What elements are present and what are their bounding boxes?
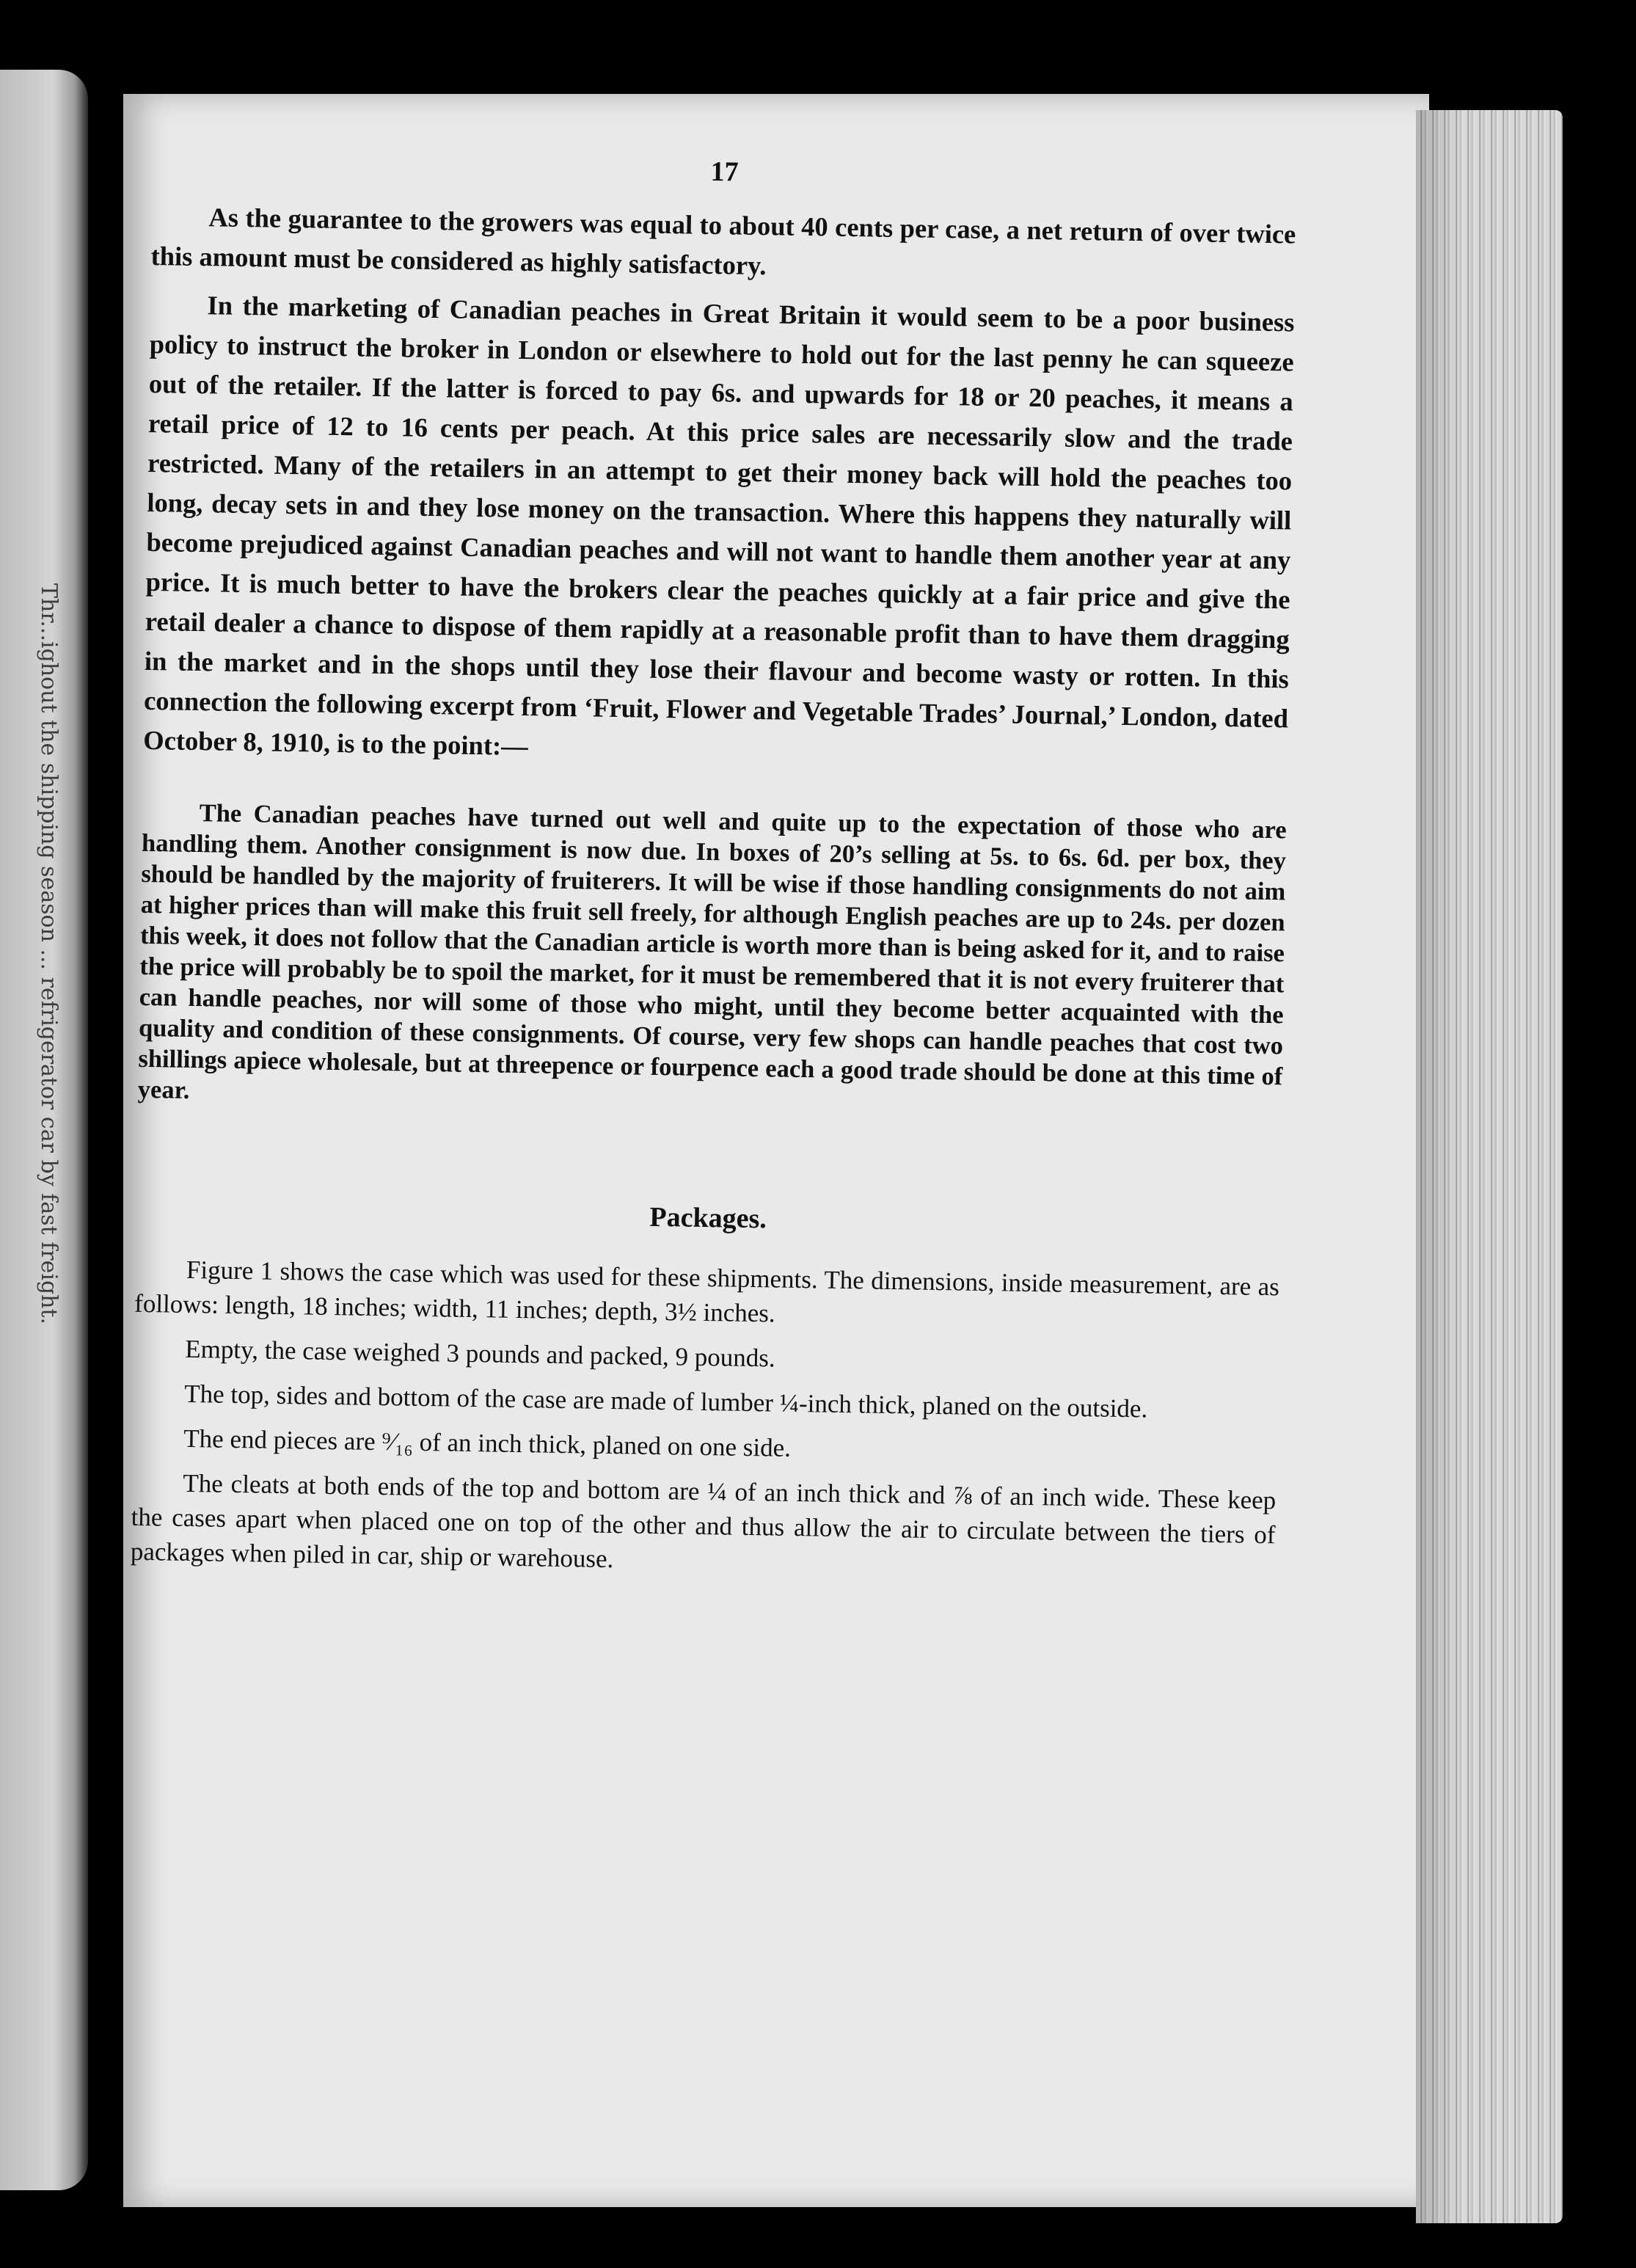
paragraph-marketing: In the marketing of Canadian peaches in Great Britain it would seem to be a poor business policy to instruct the broker in London or elsewhere to hold out for the last penny he can squeeze out of the retailer. If the latter is forced to pay 6s. and upwards for 18 or 20 peaches, it means a retail price of 12 to 16 cents per peach. At this price sales are necessarily slow and the trade restricted. Many of the retailers in an attempt to get their money back will hold the peaches too long, decay sets in and they lose money on the transaction. Where this happens they naturally will become prejudiced against Canadian peaches and will not want to handle them another year at any price. It is much better to have the brokers clear the peaches quickly at a fair price and give the retail dealer a chance to dispose of them rapidly at a reasonable profit than to have them dragging in the market and in the shops until they lose their flavour and become wasty or rotten. In this connection the following excerpt from ‘Fruit, Flower and Vegetable Trades’ Journal,’ London, dated October 8, 1910, is to the point:— — [142, 290, 1295, 762]
journal-excerpt-quote: The Canadian peaches have turned out well and quite up to the expectation of those who are handling them. Another consignment is now due. In boxes of 20’s selling at 5s. to 6s. 6d. per box, they should be handled by the majority of fruiterers. It will be wise if those handling consignments do not aim at higher prices than will make this fruit sell freely, for although English peaches are up to 24s. per dozen this week, it does not follow that the Canadian article is worth more than is being asked for it, and to raise the price will probably be to spoil the market, for it must be remembered that it is not every fruiterer that can handle peaches, nor will some of those who might, until they become better acquainted with the quality and condition of these consignments. Of course, very few shops can handle peaches that cost two shillings apiece wholesale, but at threepence or fourpence each a good trade should be done at this time of year. — [137, 799, 1287, 1104]
page-edges-shadow — [1416, 110, 1460, 2223]
packages-paragraph-cleats: The cleats at both ends of the top and bottom are ¼ of an inch thick and ⅞ of an inch wide. These keep the cases apart when placed one on top of the other and thus allow the air to circulate between the tiers of packages when piled in car, ship or warehouse. — [130, 1468, 1277, 1574]
packages-paragraph-end-pieces: The end pieces are ⁹⁄₁₆ of an inch thick, planed on one side. — [183, 1423, 792, 1462]
page-content — [130, 147, 1296, 1597]
page-number: 17 — [710, 156, 739, 188]
packages-paragraph-lumber: The top, sides and bottom of the case are made of lumber ¼-inch thick, planed on the outside. — [184, 1379, 1148, 1423]
paragraph-guarantee: As the guarantee to the growers was equal to about 40 cents per case, a net return of over twice this amount must be considered as highly satisfactory. — [150, 202, 1296, 281]
section-heading-packages: Packages. — [649, 1201, 767, 1235]
packages-paragraph-weight: Empty, the case weighed 3 pounds and packed, 9 pounds. — [184, 1334, 775, 1373]
packages-paragraph-dimensions: Figure 1 shows the case which was used for these shipments. The dimensions, inside measurement, are as follows: length, 18 inches; width, 11 inches; depth, 3½ inches. — [134, 1255, 1280, 1328]
left-facing-page-edge — [0, 70, 88, 2190]
left-page-margin-text: Thr...ighout the shipping season ... refrigerator car by fast freight. — [36, 583, 62, 1325]
